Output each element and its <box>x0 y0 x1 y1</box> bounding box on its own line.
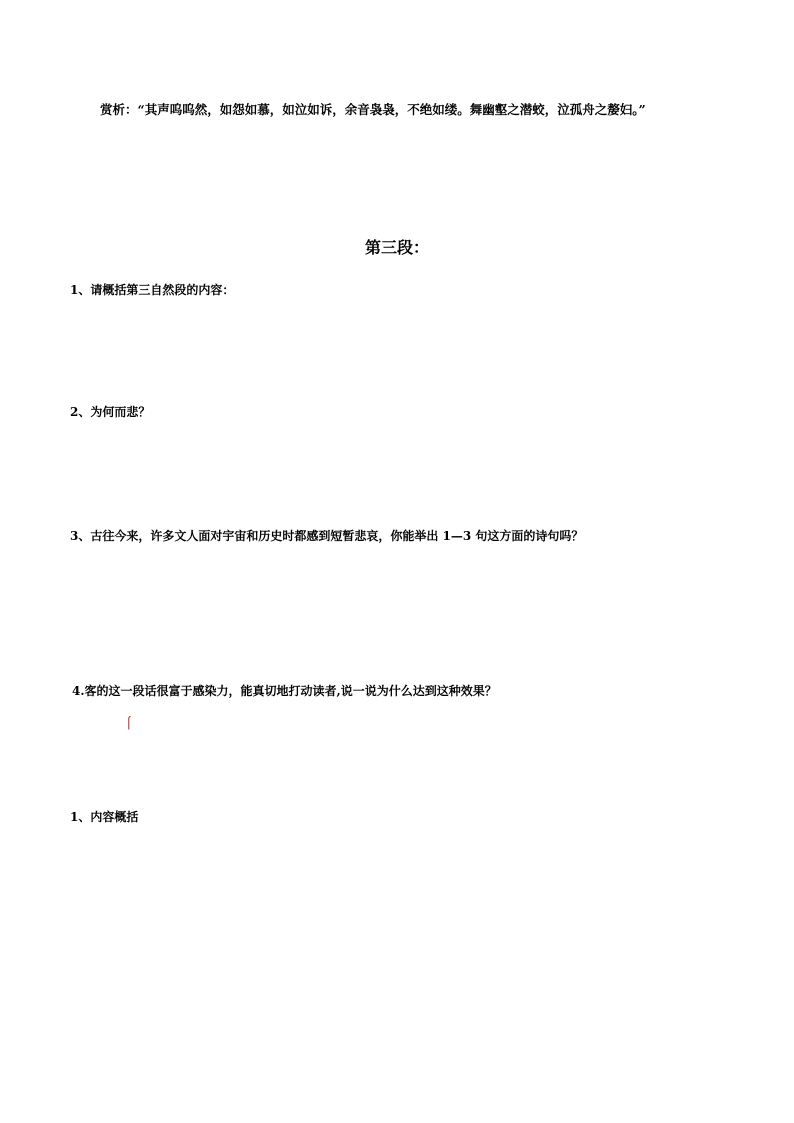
section-title: 第三段： <box>364 238 429 257</box>
question-3: 3、古往今来，许多文人面对宇宙和历史时都感到短暂悲哀，你能举出 1—3 句这方面的诗句吗？ <box>70 529 584 543</box>
appreciation-text: 赏析：“其声呜呜然，如怨如慕，如泣如诉，余音袅袅，不绝如缕。舞幽壑之潜蛟，泣孤舟之嫠妇。” <box>100 102 646 117</box>
question-2: 2、为何而悲？ <box>70 405 151 419</box>
question-1: 1、请概括第三自然段的内容： <box>70 283 235 297</box>
content-summary-heading: 1、内容概括 <box>70 810 139 824</box>
question-4: 4.客的这一段话很富于感染力，能真切地打动读者,说一说为什么达到这种效果？ <box>72 684 497 698</box>
red-bracket-mark <box>128 716 131 730</box>
